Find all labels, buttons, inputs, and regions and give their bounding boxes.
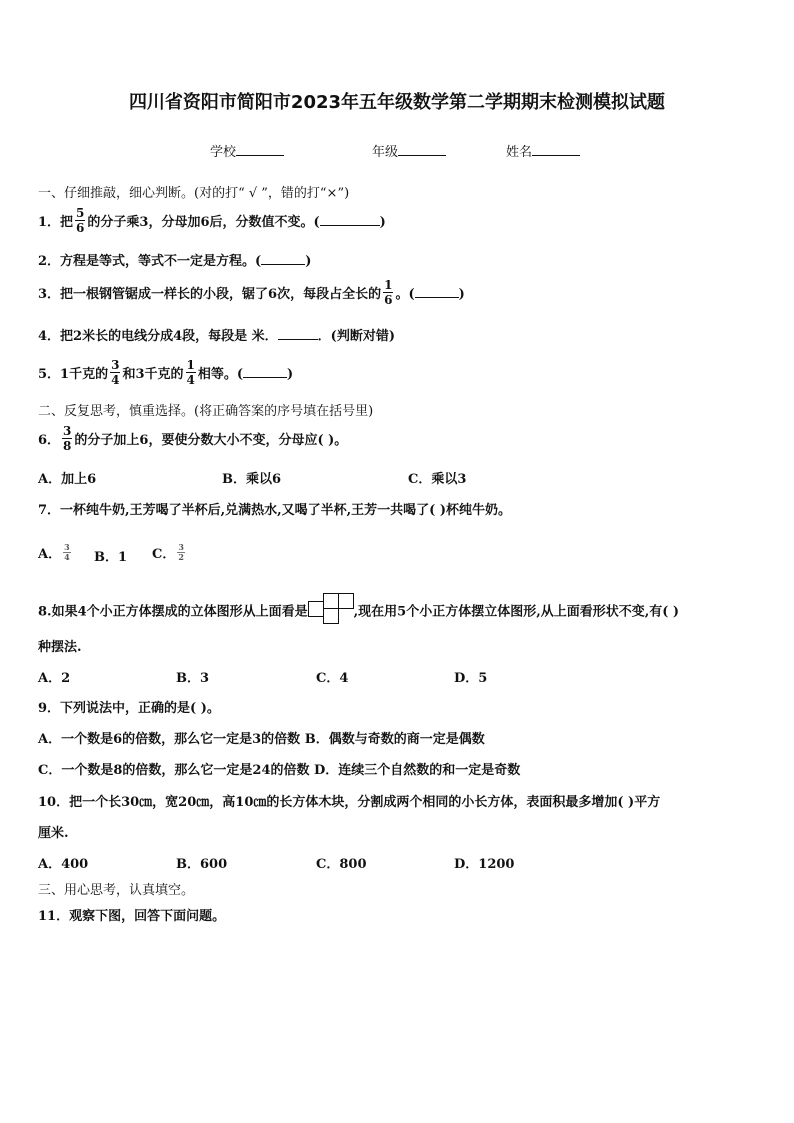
fraction: $\frac{1}{6}$ <box>384 278 393 307</box>
q9-options-line1[interactable]: A．一个数是6的倍数，那么它一定是3的倍数 B．偶数与奇数的商一定是偶数 <box>38 732 485 747</box>
answer-blank[interactable] <box>278 327 318 340</box>
question-2: 2．方程是等式，等式不一定是方程。( ) <box>38 254 312 269</box>
question-4: 4．把2米长的电线分成4段，每段是 米． ．(判断对错) <box>38 329 395 344</box>
q6-option-a[interactable]: A．加上6 <box>38 472 97 487</box>
question-8: 8.如果4个小正方体摆成的立体图形从上面看是 ,现在用5个小正方体摆立体图形,从上面看形状不变,有( ) <box>38 597 679 627</box>
name-field <box>506 141 580 160</box>
fraction: $\frac{3}{4}$ <box>111 358 120 387</box>
school-label: 学校 <box>210 145 237 160</box>
q8-option-b[interactable]: B．3 <box>176 671 210 686</box>
fraction: $\frac{1}{4}$ <box>186 358 195 387</box>
q8-option-c[interactable]: C．4 <box>316 671 349 686</box>
question-1: 1．把 $\frac{5}{6}$ 的分子乘3，分母加6后，分数值不变。( ) <box>38 206 386 235</box>
question-10: 10．把一个长30㎝，宽20㎝，高10㎝的长方体木块，分割成两个相同的小长方体，表面积最多增加( )平方 <box>38 795 661 810</box>
grade-blank[interactable] <box>398 143 446 156</box>
question-3: 3．把一根钢管锯成一样长的小段，锯了6次，每段占全长的 $\frac{1}{6}$ 。( ) <box>38 278 465 307</box>
answer-blank[interactable] <box>320 213 380 226</box>
fraction: $\frac{3}{8}$ <box>63 424 72 453</box>
q8-option-a[interactable]: A．2 <box>38 671 71 686</box>
answer-blank[interactable] <box>261 252 305 265</box>
q7-option-a[interactable]: A． $\frac{3}{4}$ <box>38 542 70 562</box>
q6-option-c[interactable]: C．乘以3 <box>408 472 467 487</box>
q9-options-line2[interactable]: C．一个数是8的倍数，那么它一定是24的倍数 D．连续三个自然数的和一定是奇数 <box>38 763 521 778</box>
q6-option-b[interactable]: B．乘以6 <box>222 472 282 487</box>
answer-blank[interactable] <box>415 285 459 298</box>
name-label: 姓名 <box>506 145 533 160</box>
page-title: 四川省资阳市简阳市2023年五年级数学第二学期期末检测模拟试题 <box>128 92 666 113</box>
section2-heading: 二、反复思考，慎重选择。(将正确答案的序号填在括号里) <box>38 404 374 419</box>
question-11: 11．观察下图，回答下面问题。 <box>38 909 226 924</box>
q10-line2: 厘米. <box>38 826 69 841</box>
q8-line2: 种摆法. <box>38 640 82 655</box>
fraction: $\frac{5}{6}$ <box>76 206 85 235</box>
q10-option-d[interactable]: D．1200 <box>454 857 515 872</box>
question-9: 9．下列说法中，正确的是( )。 <box>38 701 220 716</box>
fraction: $\frac{3}{2}$ <box>178 542 184 562</box>
fraction: $\frac{3}{4}$ <box>64 542 70 562</box>
q10-option-c[interactable]: C．800 <box>316 857 367 872</box>
grade-field <box>372 141 446 160</box>
school-field <box>210 141 284 160</box>
name-blank[interactable] <box>532 143 580 156</box>
question-6: 6． $\frac{3}{8}$ 的分子加上6，要使分数大小不变，分母应( )。 <box>38 424 348 453</box>
q8-option-d[interactable]: D．5 <box>454 671 488 686</box>
section3-heading: 三、用心思考，认真填空。 <box>38 883 195 898</box>
school-blank[interactable] <box>236 143 284 156</box>
grade-label: 年级 <box>372 145 399 160</box>
answer-blank[interactable] <box>243 365 287 378</box>
q10-option-b[interactable]: B．600 <box>176 857 228 872</box>
question-7: 7．一杯纯牛奶,王芳喝了半杯后,兑满热水,又喝了半杯,王芳一共喝了( )杯纯牛奶。 <box>38 503 511 518</box>
question-5: 5．1千克的 $\frac{3}{4}$ 和3千克的 $\frac{1}{4}$ 相等。( ) <box>38 358 294 387</box>
q10-option-a[interactable]: A．400 <box>38 857 89 872</box>
q7-option-c[interactable]: C． $\frac{3}{2}$ <box>152 542 184 562</box>
section1-heading: 一、仔细推敲，细心判断。(对的打“ √ ”，错的打“×”) <box>38 186 350 201</box>
top-view-shape-figure <box>308 595 354 625</box>
q7-option-b[interactable]: B．1 <box>94 550 128 565</box>
